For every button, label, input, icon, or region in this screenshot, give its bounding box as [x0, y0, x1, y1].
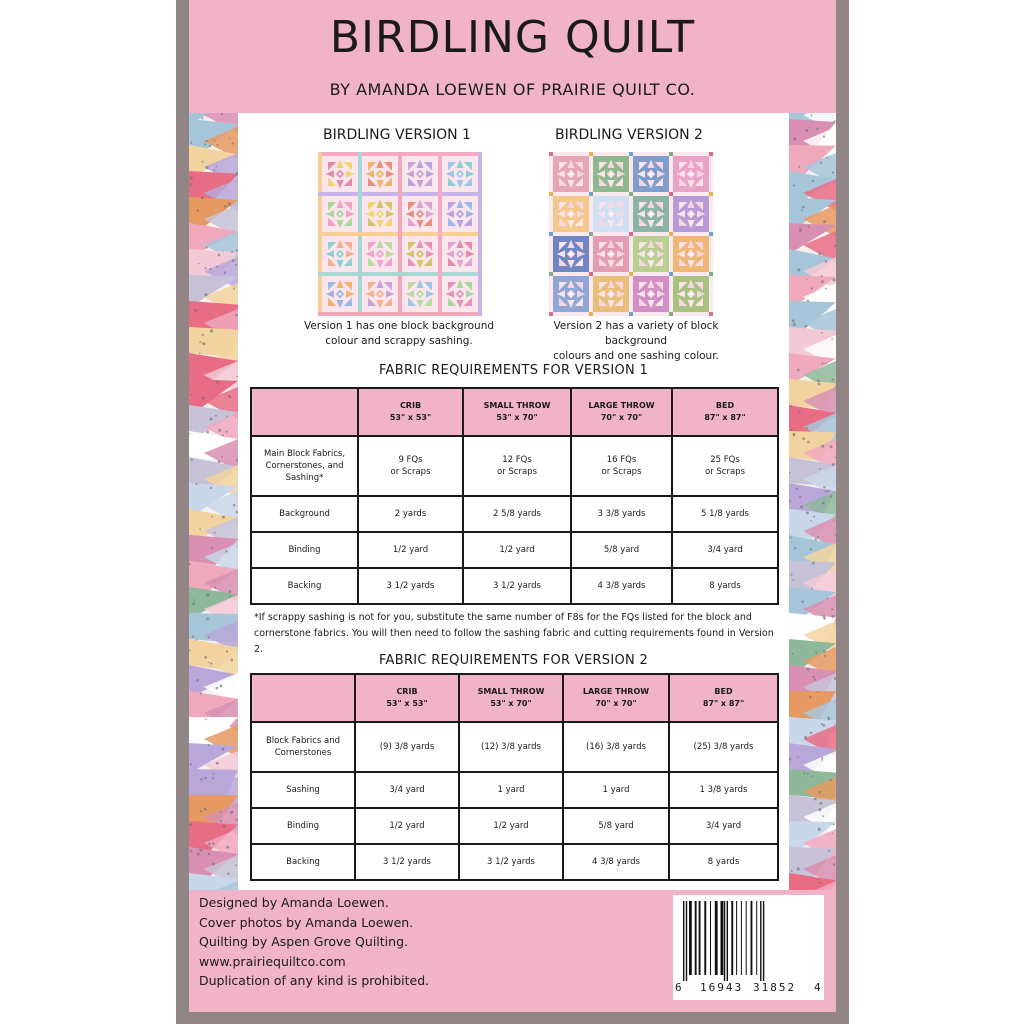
- table-row-label: Backing: [251, 568, 358, 604]
- credit-photos: Cover photos by Amanda Loewen.: [199, 914, 414, 930]
- version-2-caption-line-2: colours and one sashing colour.: [553, 350, 719, 362]
- fabric-photo-left: [189, 113, 238, 890]
- fabric-photo-left-image: [189, 113, 238, 890]
- table-row: [251, 568, 778, 604]
- table-cell: (12) 3/8 yards: [459, 722, 563, 772]
- barcode-bars: [681, 901, 816, 981]
- table-cell: 3/4 yard: [672, 532, 778, 568]
- table-2-header-row: [251, 674, 778, 722]
- table-cell: 3 1/2 yards: [355, 844, 459, 880]
- table-1-col-large-throw: LARGE THROW 70" x 70": [571, 388, 672, 436]
- table-1-footnote: *If scrappy sashing is not for you, substitute the same number of F8s for the FQs listed for the block and cornerstone fabrics. You will then need to follow the sashing fabric and cutting requirements found in Version 2.: [254, 612, 774, 655]
- table-cell: 3/4 yard: [355, 772, 459, 808]
- table-row-label: Block Fabrics and Cornerstones: [251, 722, 355, 772]
- table-cell: 1/2 yard: [459, 808, 563, 844]
- credit-quilting: Quilting by Aspen Grove Quilting.: [199, 934, 408, 949]
- table-cell: 5 1/8 yards: [672, 496, 778, 532]
- table-cell: 12 FQs or Scraps: [463, 436, 571, 496]
- credits: [199, 893, 429, 991]
- table-cell: (25) 3/8 yards: [669, 722, 778, 772]
- fabric-photo-right-image: [789, 113, 836, 890]
- table-cell: 5/8 yard: [571, 532, 672, 568]
- quilt-version-1-image: [318, 152, 482, 316]
- barcode: [673, 895, 824, 1000]
- table-cell: (16) 3/8 yards: [563, 722, 669, 772]
- page-title: BIRDLING QUILT: [329, 12, 696, 63]
- barcode-digits-right: 31852: [753, 981, 797, 994]
- table-cell: 3 3/8 yards: [571, 496, 672, 532]
- quilt-version-2-image: [549, 152, 713, 316]
- table-row-label: Background: [251, 496, 358, 532]
- table-cell: 4 3/8 yards: [571, 568, 672, 604]
- table-cell: 2 5/8 yards: [463, 496, 571, 532]
- fabric-table-version-1: [250, 387, 779, 605]
- credit-website[interactable]: www.prairiequiltco.com: [199, 953, 346, 969]
- table-cell: 3 1/2 yards: [358, 568, 463, 604]
- table-cell: 1 yard: [459, 772, 563, 808]
- version-2-label: BIRDLING VERSION 2: [555, 127, 703, 143]
- table-cell: 1 yard: [563, 772, 669, 808]
- table-2-corner-cell: [251, 674, 355, 722]
- table-2-col-large-throw: LARGE THROW 70" x 70": [563, 674, 669, 722]
- table-row: [251, 722, 778, 772]
- table-cell: 4 3/8 yards: [563, 844, 669, 880]
- table-cell: 3/4 yard: [669, 808, 778, 844]
- table-2-col-crib: CRIB 53" x 53": [355, 674, 459, 722]
- version-2-caption: [521, 319, 751, 364]
- table-row-label: Backing: [251, 844, 355, 880]
- table-cell: 3 1/2 yards: [459, 844, 563, 880]
- credit-copyright: Duplication of any kind is prohibited.: [199, 973, 430, 988]
- table-cell: (9) 3/8 yards: [355, 722, 459, 772]
- version-2-caption-line-1: Version 2 has a variety of block background: [553, 320, 719, 347]
- barcode-digit-prefix: 6: [675, 981, 682, 994]
- fabric-photo-right: [789, 113, 836, 890]
- header: [189, 0, 836, 113]
- table-2-title: FABRIC REQUIREMENTS FOR VERSION 2: [378, 653, 649, 668]
- version-1-caption-line-1: Version 1 has one block background: [303, 320, 495, 332]
- table-1-col-crib: CRIB 53" x 53": [358, 388, 463, 436]
- table-cell: 25 FQs or Scraps: [672, 436, 778, 496]
- table-cell: 1/2 yard: [463, 532, 571, 568]
- version-1-caption-line-2: colour and scrappy sashing.: [325, 335, 473, 347]
- table-cell: 9 FQs or Scraps: [358, 436, 463, 496]
- table-2-col-bed: BED 87" x 87": [669, 674, 778, 722]
- barcode-digits-left: 16943: [700, 981, 744, 994]
- table-row: [251, 844, 778, 880]
- table-cell: 2 yards: [358, 496, 463, 532]
- table-1-title: FABRIC REQUIREMENTS FOR VERSION 1: [378, 363, 649, 378]
- table-cell: 16 FQs or Scraps: [571, 436, 672, 496]
- table-1-header-row: [251, 388, 778, 436]
- table-cell: 3 1/2 yards: [463, 568, 571, 604]
- table-row: [251, 496, 778, 532]
- version-1-caption: [294, 319, 504, 349]
- table-cell: 1 3/8 yards: [669, 772, 778, 808]
- table-1-col-bed: BED 87" x 87": [672, 388, 778, 436]
- table-cell: 1/2 yard: [358, 532, 463, 568]
- table-1-col-small-throw: SMALL THROW 53" x 70": [463, 388, 571, 436]
- table-2-col-small-throw: SMALL THROW 53" x 70": [459, 674, 563, 722]
- table-cell: 8 yards: [672, 568, 778, 604]
- table-cell: 8 yards: [669, 844, 778, 880]
- page-subtitle: BY AMANDA LOEWEN OF PRAIRIE QUILT CO.: [329, 80, 696, 99]
- version-1-label: BIRDLING VERSION 1: [323, 127, 471, 143]
- table-row: [251, 532, 778, 568]
- table-row: [251, 436, 778, 496]
- table-row-label: Main Block Fabrics, Cornerstones, and Sashing*: [251, 436, 358, 496]
- table-row-label: Binding: [251, 808, 355, 844]
- table-1-corner-cell: [251, 388, 358, 436]
- table-row: [251, 808, 778, 844]
- barcode-digit-check: 4: [814, 981, 821, 994]
- table-row: [251, 772, 778, 808]
- table-cell: 5/8 yard: [563, 808, 669, 844]
- table-row-label: Sashing: [251, 772, 355, 808]
- table-row-label: Binding: [251, 532, 358, 568]
- table-cell: 1/2 yard: [355, 808, 459, 844]
- credit-designer: Designed by Amanda Loewen.: [199, 895, 389, 910]
- fabric-table-version-2: [250, 673, 779, 881]
- content-panel: [238, 113, 789, 890]
